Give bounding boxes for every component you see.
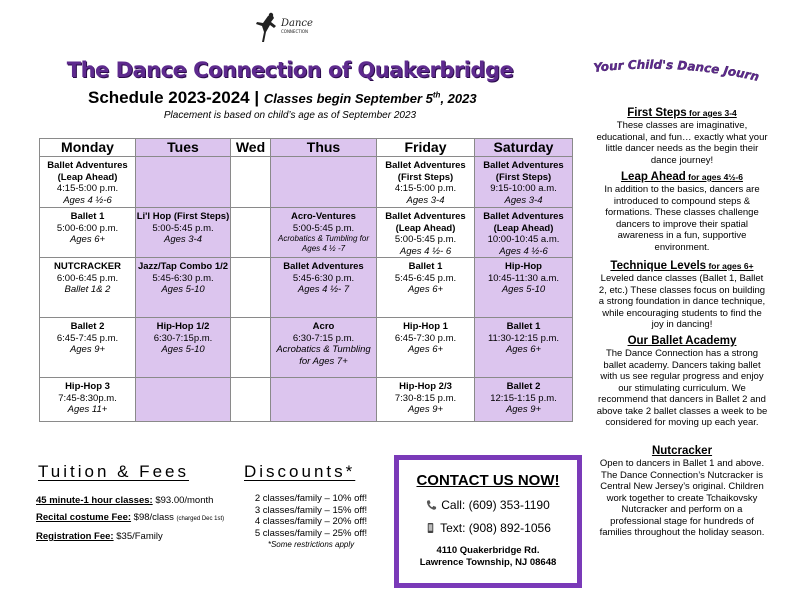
class-cell — [136, 378, 231, 422]
table-row — [40, 318, 573, 378]
tuition-line: Registration Fee: $35/Family — [36, 531, 163, 542]
first-steps-title: First Steps — [627, 107, 687, 119]
class-note: Acrobatics & Tumbling for Ages 4 ½ -7 — [278, 234, 369, 253]
class-cell — [377, 318, 475, 378]
class-ages: Ballet 1& 2 — [64, 284, 111, 295]
class-cell — [40, 157, 136, 208]
class-cell — [475, 157, 573, 208]
first-steps-section: First Steps for ages 3-4 These classes are imaginative, educational, and fun… exactly what your little dancer needs as the begin their dance journey! — [596, 107, 768, 166]
day-header: Wed — [231, 139, 271, 157]
table-row — [40, 258, 573, 318]
class-name: Acro — [312, 321, 335, 332]
class-time: 5:00-5:45 p.m. — [152, 222, 214, 234]
text-line[interactable]: Text: (908) 892-1056 — [399, 521, 577, 535]
class-name: Ballet 1 — [506, 321, 541, 332]
page-title: The Dance Connection of Quakerbridge — [66, 58, 514, 82]
class-time: 7:30-8:15 p.m. — [394, 392, 457, 404]
class-name: Jazz/Tap Combo 1/2 — [137, 261, 229, 272]
svg-text:Your Child's Dance Journey: Your Child's Dance Journ — [592, 58, 761, 84]
class-ages: Ages 6+ — [407, 284, 444, 295]
address: 4110 Quakerbridge Rd. Lawrence Township, NJ 08648 — [419, 545, 557, 568]
class-ages: Ages 4 ½-6 — [63, 194, 112, 206]
schedule-table — [39, 138, 573, 422]
class-ages: Ages 4 ½- 7 — [297, 284, 350, 295]
discount-item: 4 classes/family – 20% off! — [254, 516, 368, 527]
class-cell — [377, 378, 475, 422]
class-cell — [271, 157, 377, 208]
class-ages: Ages 3-4 — [406, 194, 445, 206]
tuition-list — [36, 492, 224, 545]
class-ages: Ages 4 ½-6 — [499, 245, 548, 257]
discount-note: *Some restrictions apply — [267, 540, 355, 549]
class-name: Ballet Adventures (First Steps) — [483, 160, 564, 183]
mobile-phone-icon — [425, 522, 436, 534]
class-cell — [475, 258, 573, 318]
class-time: 12:15-1:15 p.m. — [490, 392, 557, 404]
class-cell — [377, 157, 475, 208]
discounts-heading: Discounts* — [244, 462, 356, 481]
schedule-heading — [88, 88, 477, 108]
dancer-icon — [252, 12, 322, 52]
table-row — [40, 208, 573, 258]
class-name: Ballet 2 — [506, 381, 541, 392]
class-cell — [271, 318, 377, 378]
class-ages: Ages 4 ½- 6 — [399, 245, 452, 257]
discount-item: 3 classes/family – 15% off! — [254, 504, 368, 516]
class-name: Ballet 2 — [70, 321, 105, 332]
nutcracker-section — [596, 444, 768, 539]
tuition-line: Recital costume Fee: $98/class (charged Dec 1st) — [36, 512, 225, 523]
class-ages: Ages 3-4 — [163, 234, 203, 245]
discounts-list — [240, 493, 382, 551]
class-ages: Ages 9+ — [69, 344, 106, 355]
table-row — [40, 157, 573, 208]
day-header: Tues — [136, 139, 231, 157]
class-cell — [475, 318, 573, 378]
class-cell — [136, 157, 231, 208]
class-ages: Ages 6+ — [505, 344, 542, 355]
class-time: 4:15-5:00 p.m. — [56, 183, 119, 194]
technique-title: Technique Levels — [610, 260, 707, 272]
class-name: Hip-Hop 1 — [403, 321, 448, 332]
call-line[interactable]: Call: (609) 353-1190 — [399, 498, 577, 512]
class-time: 4:15-5:00 p.m. — [394, 183, 457, 194]
day-header-row — [40, 139, 573, 157]
contact-box — [394, 455, 582, 588]
class-name: Ballet 1 — [70, 211, 105, 222]
academy-section — [596, 334, 768, 429]
class-time: 5:45-6:30 p.m. — [292, 272, 355, 284]
class-cell — [231, 157, 271, 208]
phone-icon — [426, 499, 437, 511]
class-time: 6:00-6:45 p.m. — [56, 272, 119, 284]
class-time: 5:45-6:45 p.m. — [394, 272, 457, 284]
day-header: Friday — [377, 139, 475, 157]
class-ages: Ages 3-4 — [504, 194, 543, 206]
class-ages: Ages 5-10 — [501, 284, 546, 295]
class-cell — [231, 208, 271, 258]
class-cell — [231, 378, 271, 422]
class-cell — [40, 318, 136, 378]
class-cell — [271, 258, 377, 318]
class-time: 5:00-6:00 p.m. — [56, 222, 119, 234]
placement-note: Placement is based on child’s age as of September 2023 — [163, 110, 417, 121]
class-cell — [475, 208, 573, 258]
class-name: Acro-Ventures — [291, 211, 356, 222]
class-ages: Ages 9+ — [505, 404, 542, 415]
class-time: 11:30-12:15 p.m. — [487, 332, 560, 344]
class-name: Hip-Hop — [505, 261, 542, 272]
technique-text: Leveled dance classes (Ballet 1, Ballet 2, etc.) These classes focus on building a strong foundation in dance technique, while encouraging students to find the joy in dancing! — [598, 273, 766, 330]
class-name: Ballet Adventures (Leap Ahead) — [47, 160, 128, 183]
discount-item: 5 classes/family – 25% off! — [254, 527, 368, 539]
class-cell — [377, 258, 475, 318]
classes-begin: Classes begin September 5th, 2023 — [263, 90, 477, 106]
first-steps-text: These classes are imaginative, educational, and fun… exactly what your little dancer needs as the begin their dance journey! — [596, 120, 768, 166]
class-time: 6:45-7:30 p.m. — [394, 332, 457, 344]
nutcracker-title: Nutcracker — [651, 445, 713, 457]
class-name: Ballet Adventures (Leap Ahead) — [483, 211, 564, 234]
leap-ahead-text: In addition to the basics, dancers are introduced to compound steps & formations. These classes challenge dancers to improve their spatial awareness in a fun, supportive environment. — [604, 184, 760, 253]
dance-connection-logo — [252, 12, 322, 52]
class-ages: Ages 6+ — [407, 344, 444, 355]
class-cell — [136, 318, 231, 378]
day-header: Saturday — [475, 139, 573, 157]
academy-text: The Dance Connection has a strong ballet academy. Dancers taking ballet with us see regular progress and enjoy our stimulating curriculum. We recommend that dancers in Ballet 2 and above take 2 ballet classes a week to be considered for moving up each year. — [596, 348, 768, 428]
class-cell — [40, 378, 136, 422]
class-time: 10:00-10:45 a.m. — [487, 234, 560, 245]
class-time: 5:45-6:30 p.m. — [152, 272, 214, 284]
class-name: Ballet Adventures (First Steps) — [385, 160, 466, 183]
table-row — [40, 378, 573, 422]
schedule-year: Schedule 2023-2024 | — [88, 88, 264, 107]
class-ages: Ages 9+ — [407, 404, 444, 415]
class-cell — [231, 258, 271, 318]
technique-section: Technique Levels for ages 6+ Leveled dance classes (Ballet 1, Ballet 2, etc.) These classes focus on building a strong foundation in dance technique, while encouraging students to find the joy in dancing! — [596, 259, 768, 331]
class-cell — [475, 378, 573, 422]
class-cell — [136, 208, 231, 258]
class-time: 7:45-8:30p.m. — [58, 392, 117, 404]
class-ages: Ages 5-10 — [161, 284, 205, 295]
class-name: Hip-Hop 1/2 — [156, 321, 210, 332]
class-cell — [40, 258, 136, 318]
class-ages: Ages 11+ — [67, 404, 108, 415]
leap-ahead-title: Leap Ahead — [621, 171, 686, 183]
day-header: Thus — [271, 139, 377, 157]
class-time: 6:30-7:15p.m. — [153, 332, 213, 344]
day-header: Monday — [40, 139, 136, 157]
class-cell — [136, 258, 231, 318]
class-name: Ballet Adventures — [283, 261, 364, 272]
class-cell — [231, 318, 271, 378]
leap-ahead-section: Leap Ahead for ages 4½-6 In addition to the basics, dancers are introduced to compound steps & formations. These classes challenge dancers to improve their spatial awareness in a fun, supportive environment. — [596, 170, 768, 253]
class-name: Hip-Hop 3 — [65, 381, 110, 392]
class-time: 5:00-5:45 p.m. — [292, 222, 355, 234]
class-name: NUTCRACKER — [53, 261, 122, 272]
contact-heading: CONTACT US NOW! — [416, 472, 560, 489]
class-cell — [40, 208, 136, 258]
class-note: Acrobatics & Tumbling for Ages 7+ — [276, 344, 371, 367]
discount-item: 2 classes/family – 10% off! — [254, 493, 368, 504]
journey-banner — [588, 58, 768, 92]
svg-text:Dance: Dance — [281, 18, 313, 29]
class-ages: Ages 6+ — [69, 234, 106, 245]
nutcracker-text: Open to dancers in Ballet 1 and above. The Dance Connection’s Nutcracker is Central New Jersey’s original. Children work together to create Tchaikovsky Nutcracker and perform on a professional stage for hundreds of families throughout the holiday season. — [599, 458, 765, 538]
class-name: Li'l Hop (First Steps) — [136, 211, 230, 222]
class-name: Ballet Adventures (Leap Ahead) — [385, 211, 466, 234]
class-time: 10:45-11:30 a.m. — [487, 272, 560, 284]
class-name: Hip-Hop 2/3 — [399, 381, 452, 392]
class-time: 6:45-7:45 p.m. — [56, 332, 119, 344]
class-time: 6:30-7:15 p.m. — [292, 332, 355, 344]
svg-text:CONNECTION: CONNECTION — [281, 29, 309, 34]
class-time: 5:00-5:45 p.m. — [394, 234, 457, 245]
class-cell — [271, 208, 377, 258]
class-ages: Ages 5-10 — [161, 344, 205, 355]
class-cell — [271, 378, 377, 422]
academy-title: Our Ballet Academy — [627, 335, 737, 347]
tuition-heading: Tuition & Fees — [38, 462, 189, 481]
class-name: Ballet 1 — [408, 261, 443, 272]
class-cell — [377, 208, 475, 258]
class-time: 9:15-10:00 a.m. — [490, 183, 557, 194]
tuition-line: 45 minute-1 hour classes: $93.00/month — [36, 495, 214, 506]
